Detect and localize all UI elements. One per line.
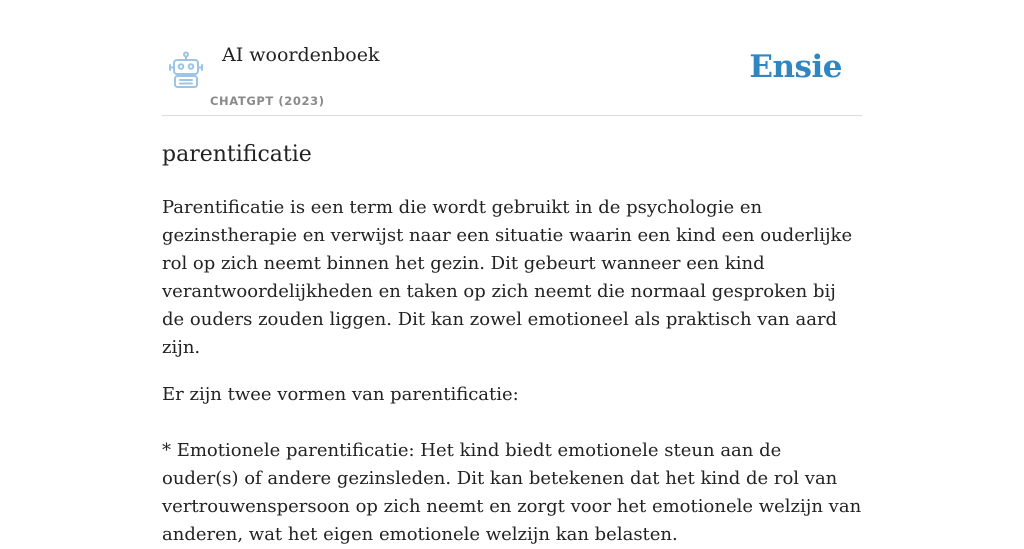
robot-icon xyxy=(166,51,206,91)
definition-paragraph: Er zijn twee vormen van parentificatie: xyxy=(162,384,519,405)
entry-header xyxy=(162,0,862,116)
entry-page xyxy=(162,0,862,549)
dictionary-name[interactable]: AI woordenboek xyxy=(222,44,380,66)
entry-term: parentificatie xyxy=(162,142,312,167)
definition-paragraph: Parentificatie is een term die wordt gebruikt in de psychologie en gezinstherapie en verwijst naar een situatie waarin een kind een ouderlijke rol op zich neemt binnen het gezin. Dit gebeurt wanneer een kind verantwoordelijkheden en taken op zich neemt die normaal gesproken bij de ouders zouden liggen. Dit kan zowel emotioneel als praktisch van aard zijn. xyxy=(162,197,853,358)
definition-paragraph: * Emotionele parentificatie: Het kind biedt emotionele steun aan de ouder(s) of andere gezinsleden. Dit kan betekenen dat het kind de rol van vertrouwenspersoon op zich neemt en zorgt voor het emotionele welzijn van anderen, wat het eigen emotionele welzijn kan belasten. xyxy=(162,440,862,545)
source-label: CHATGPT (2023) xyxy=(210,94,325,108)
ensie-logo[interactable]: Ensie xyxy=(749,49,842,85)
